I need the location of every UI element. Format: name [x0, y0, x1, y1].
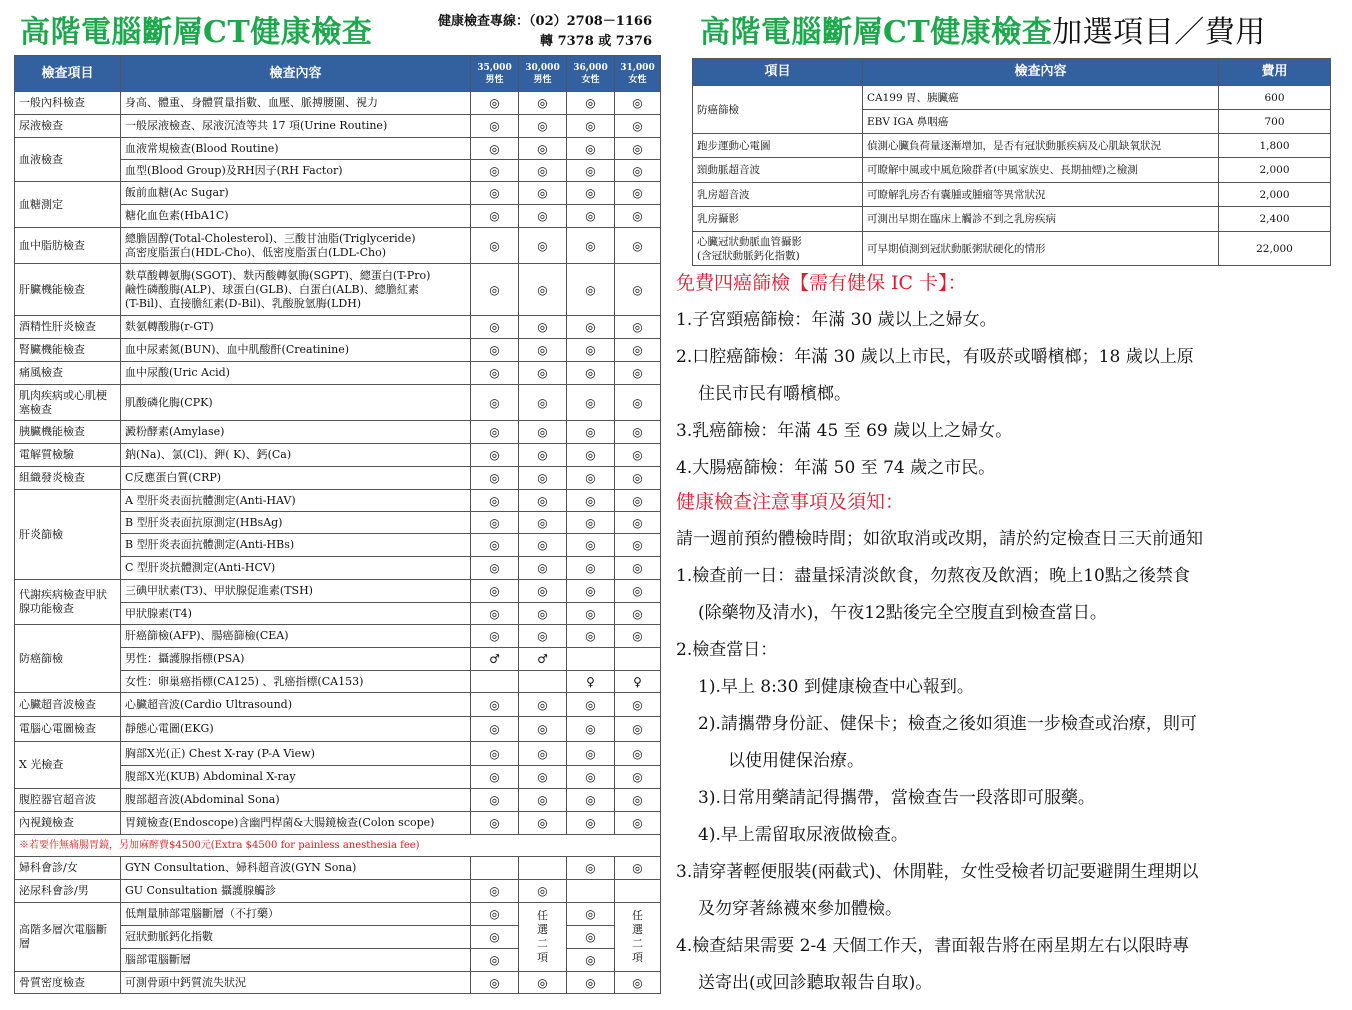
addon-title-suffix: 加選項目／費用 — [1052, 15, 1266, 50]
row-content: 總膽固醇(Total-Cholesterol)、三酸甘油脂(Triglyceride) 高密度脂蛋白(HDL-Cho)、低密度脂蛋白(LDL-Cho) — [121, 228, 471, 264]
mark-2: ◎ — [519, 421, 567, 444]
mark-1: ◎ — [471, 339, 519, 362]
page-title: 高階電腦斷層CT健康檢查 — [20, 15, 373, 50]
mark-1: ◎ — [471, 264, 519, 316]
mark-1: ◎ — [471, 880, 519, 903]
row-category: 組織發炎檢查 — [15, 467, 121, 490]
row-category: 尿液檢查 — [15, 115, 121, 138]
addon-item: 頸動脈超音波 — [693, 158, 863, 183]
table-row — [15, 857, 661, 880]
addon-item: 乳房攝影 — [693, 207, 863, 232]
addon-fee-table — [692, 58, 1331, 266]
mark-3: ◎ — [567, 264, 615, 316]
mark-3: ◎ — [567, 444, 615, 467]
row-content: 腹部超音波(Abdominal Sona) — [121, 789, 471, 812]
mark-4: ◎ — [615, 362, 661, 385]
row-category: 泌尿科會診/男 — [15, 880, 121, 903]
mark-2: ◎ — [519, 444, 567, 467]
table-row — [15, 972, 661, 994]
row-content: 腹部X光(KUB) Abdominal X-ray — [121, 766, 471, 789]
row-category: 心臟超音波檢查 — [15, 693, 121, 717]
empty-cell — [519, 857, 567, 880]
row-content: 低劑量肺部電腦斷層（不打藥） — [121, 903, 471, 926]
mark-2: ◎ — [519, 362, 567, 385]
table-row — [15, 467, 661, 490]
mark-2: ◎ — [519, 92, 567, 115]
row-content: 麩草酸轉氨脢(SGOT)、麩丙酸轉氨脢(SGPT)、總蛋白(T-Pro) 鹼性磷酸脢(ALP)、球蛋白(GLB)、白蛋白(ALB)、總膽紅素 (T-Bil)、直接膽紅素(D-Bil)、乳酸脫氫脢(LDH) — [121, 264, 471, 316]
row-category: 代謝疾病檢查甲狀腺功能檢查 — [15, 580, 121, 625]
table-row — [15, 789, 661, 812]
addon-row — [693, 134, 1331, 158]
mark-1: ◎ — [471, 467, 519, 490]
mark-4: ◎ — [615, 316, 661, 339]
addon-item: 乳房超音波 — [693, 183, 863, 207]
row-content: 澱粉酵素(Amylase) — [121, 421, 471, 444]
mark-3: ◎ — [567, 580, 615, 603]
row-content: 血型(Blood Group)及RH因子(RH Factor) — [121, 160, 471, 182]
row-content: 血中尿酸(Uric Acid) — [121, 362, 471, 385]
mark-2: ◎ — [519, 717, 567, 742]
mark-4: ◎ — [615, 534, 661, 557]
mark-2: ◎ — [519, 316, 567, 339]
mark-2: ◎ — [519, 580, 567, 603]
free-cancer-section — [676, 265, 1344, 487]
mark-1: ◎ — [471, 205, 519, 228]
notes-line: 4.檢查結果需要 2-4 天個工作天，書面報告將在兩星期左右以限時專 — [676, 936, 1190, 956]
table-row — [15, 385, 661, 421]
row-content: 鈉(Na)、氯(Cl)、鉀( K)、鈣(Ca) — [121, 444, 471, 467]
notes-line: 送寄出(或回診聽取報告自取)。 — [698, 973, 933, 993]
empty-cell — [471, 671, 519, 693]
mark-1: ◎ — [471, 766, 519, 789]
table-row — [15, 812, 661, 835]
mark-2: ◎ — [519, 534, 567, 557]
table-row — [15, 903, 661, 926]
mark-3: ◎ — [567, 182, 615, 205]
row-content: 甲狀腺素(T4) — [121, 603, 471, 625]
hotline — [420, 12, 652, 52]
mark-4: ◎ — [615, 264, 661, 316]
mark-2: ◎ — [519, 115, 567, 138]
table-row — [15, 115, 661, 138]
mark-3: ◎ — [567, 903, 615, 926]
row-content: 身高、體重、身體質量指數、血壓、脈搏腰圍、視力 — [121, 92, 471, 115]
male-mark-1: ♂ — [471, 648, 519, 671]
table-row — [15, 316, 661, 339]
addon-row — [693, 232, 1331, 266]
row-category: 電解質檢驗 — [15, 444, 121, 467]
mark-3: ◎ — [567, 385, 615, 421]
mark-1: ◎ — [471, 316, 519, 339]
table-row — [15, 580, 661, 603]
empty-cell — [567, 880, 615, 903]
row-category: 腹腔器官超音波 — [15, 789, 121, 812]
mark-3: ◎ — [567, 949, 615, 972]
free-cancer-item: 住民市民有嚼檳榔。 — [698, 384, 851, 404]
mark-1: ◎ — [471, 903, 519, 926]
row-category: 腎臟機能檢查 — [15, 339, 121, 362]
row-content: 糖化血色素(HbA1C) — [121, 205, 471, 228]
mark-3: ◎ — [567, 557, 615, 580]
mark-4: ◎ — [615, 580, 661, 603]
table-row — [15, 880, 661, 903]
mark-1: ◎ — [471, 926, 519, 949]
addon-content: EBV IGA 鼻咽癌 — [863, 110, 1219, 134]
row-category: 肝臟機能檢查 — [15, 264, 121, 316]
mark-4: ◎ — [615, 490, 661, 512]
row-category: 肌肉疾病或心肌梗塞檢查 — [15, 385, 121, 421]
empty-cell — [519, 671, 567, 693]
mark-2: ◎ — [519, 205, 567, 228]
mark-1: ◎ — [471, 534, 519, 557]
notes-line: 4).早上需留取尿液做檢查。 — [698, 825, 908, 845]
mark-4: ◎ — [615, 742, 661, 766]
addon-content: 可瞭解中風或中風危險群者(中風家族史、長期抽煙)之檢測 — [863, 158, 1219, 183]
mark-4: ◎ — [615, 205, 661, 228]
mark-3: ◎ — [567, 92, 615, 115]
notes-line: 以使用健保治療。 — [728, 751, 864, 771]
table-row — [15, 625, 661, 648]
mark-3: ◎ — [567, 467, 615, 490]
mark-3: ◎ — [567, 972, 615, 994]
row-category: 血中脂肪檢查 — [15, 228, 121, 264]
row-content: GYN Consultation、婦科超音波(GYN Sona) — [121, 857, 471, 880]
mark-1: ◎ — [471, 115, 519, 138]
mark-3: ◎ — [567, 857, 615, 880]
header-price-1: 35,000 男性 — [471, 56, 519, 92]
notes-line: 3.請穿著輕便服裝(兩截式)、休閒鞋，女性受檢者切記要避開生理期以 — [676, 862, 1199, 882]
mark-4: ◎ — [615, 385, 661, 421]
mark-3: ◎ — [567, 512, 615, 534]
row-category: 骨質密度檢查 — [15, 972, 121, 994]
row-category: 一般內科檢查 — [15, 92, 121, 115]
empty-cell — [471, 857, 519, 880]
mark-2: ◎ — [519, 693, 567, 717]
mark-1: ◎ — [471, 625, 519, 648]
mark-2: ◎ — [519, 603, 567, 625]
row-content: C 型肝炎抗體測定(Anti-HCV) — [121, 557, 471, 580]
table-row — [15, 362, 661, 385]
mark-3: ◎ — [567, 926, 615, 949]
mark-3: ◎ — [567, 625, 615, 648]
mark-1: ◎ — [471, 789, 519, 812]
mark-1: ◎ — [471, 92, 519, 115]
header-price-3: 36,000 女性 — [567, 56, 615, 92]
mark-4: ◎ — [615, 717, 661, 742]
notes-line: 1.檢查前一日：盡量採清淡飲食，勿熬夜及飲酒；晚上10點之後禁食 — [676, 566, 1190, 586]
mark-2: ◎ — [519, 385, 567, 421]
mark-4: ◎ — [615, 138, 661, 160]
mark-1: ◎ — [471, 580, 519, 603]
mark-2: ◎ — [519, 160, 567, 182]
addon-item: 跑步運動心電圖 — [693, 134, 863, 158]
addon-row — [693, 86, 1331, 110]
mark-4: ◎ — [615, 789, 661, 812]
mark-2: ◎ — [519, 625, 567, 648]
mark-2: ◎ — [519, 228, 567, 264]
row-content: 靜態心電圖(EKG) — [121, 717, 471, 742]
mark-4: ◎ — [615, 182, 661, 205]
mark-1: ◎ — [471, 972, 519, 994]
mark-3: ◎ — [567, 603, 615, 625]
mark-4: ◎ — [615, 339, 661, 362]
mark-4: ◎ — [615, 693, 661, 717]
mark-3: ◎ — [567, 316, 615, 339]
addon-fee: 2,400 — [1219, 207, 1331, 232]
table-note-row — [15, 835, 661, 857]
table-header — [15, 56, 661, 92]
row-content: 冠狀動脈鈣化指數 — [121, 926, 471, 949]
addon-header-fee: 費用 — [1219, 59, 1331, 86]
addon-fee: 2,000 — [1219, 158, 1331, 183]
row-category: 痛風檢查 — [15, 362, 121, 385]
row-category: 婦科會診/女 — [15, 857, 121, 880]
mark-4: ◎ — [615, 467, 661, 490]
mark-3: ◎ — [567, 228, 615, 264]
mark-2: ◎ — [519, 138, 567, 160]
row-content: A 型肝炎表面抗體測定(Anti-HAV) — [121, 490, 471, 512]
mark-1: ◎ — [471, 693, 519, 717]
mark-2: ◎ — [519, 182, 567, 205]
row-content: 肝癌篩檢(AFP)、腸癌篩檢(CEA) — [121, 625, 471, 648]
mark-2: ◎ — [519, 467, 567, 490]
table-row — [15, 421, 661, 444]
row-content: GU Consultation 攝護腺觸診 — [121, 880, 471, 903]
addon-fee: 600 — [1219, 86, 1331, 110]
row-category: 血液檢查 — [15, 138, 121, 182]
mark-4: ◎ — [615, 421, 661, 444]
mark-3: ◎ — [567, 138, 615, 160]
mark-1: ◎ — [471, 603, 519, 625]
notes-line: 請一週前預約體檢時間；如欲取消或改期，請於約定檢查日三天前通知 — [676, 529, 1203, 549]
empty-cell — [615, 880, 661, 903]
free-cancer-item: 3.乳癌篩檢：年滿 45 至 69 歲以上之婦女。 — [676, 421, 1013, 441]
row-content: 飯前血糖(Ac Sugar) — [121, 182, 471, 205]
mark-1: ◎ — [471, 742, 519, 766]
mark-1: ◎ — [471, 160, 519, 182]
mark-4: ◎ — [615, 812, 661, 835]
mark-1: ◎ — [471, 717, 519, 742]
mark-3: ◎ — [567, 205, 615, 228]
free-cancer-item: 2.口腔癌篩檢：年滿 30 歲以上市民，有吸菸或嚼檳榔；18 歲以上原 — [676, 347, 1194, 367]
addon-item: 防癌篩檢 — [693, 86, 863, 134]
mark-1: ◎ — [471, 444, 519, 467]
mark-1: ◎ — [471, 812, 519, 835]
row-content: B 型肝炎表面抗體測定(Anti-HBs) — [121, 534, 471, 557]
mark-4: ◎ — [615, 603, 661, 625]
mark-2: ◎ — [519, 972, 567, 994]
table-row — [15, 693, 661, 717]
addon-row — [693, 183, 1331, 207]
addon-header — [693, 59, 1331, 86]
row-content: 胸部X光(正) Chest X-ray (P-A View) — [121, 742, 471, 766]
mark-4: ◎ — [615, 972, 661, 994]
mark-1: ◎ — [471, 557, 519, 580]
header-item: 檢查項目 — [15, 56, 121, 92]
mark-3: ◎ — [567, 789, 615, 812]
table-row — [15, 264, 661, 316]
mark-3: ◎ — [567, 490, 615, 512]
mark-1: ◎ — [471, 182, 519, 205]
mark-2: ◎ — [519, 512, 567, 534]
header-price-4: 31,000 女性 — [615, 56, 661, 92]
addon-title-main: 高階電腦斷層CT健康檢查 — [700, 15, 1053, 50]
row-content: 男性：攝護腺指標(PSA) — [121, 648, 471, 671]
table-row — [15, 228, 661, 264]
mark-3: ◎ — [567, 534, 615, 557]
row-content: 血液常規檢查(Blood Routine) — [121, 138, 471, 160]
female-mark-4: ♀ — [615, 671, 661, 693]
male-mark-2: ♂ — [519, 648, 567, 671]
row-content: 可測骨頭中鈣質流失狀況 — [121, 972, 471, 994]
notes-line: 3).日常用藥請記得攜帶，當檢查告一段落即可服藥。 — [698, 788, 1095, 808]
addon-row — [693, 207, 1331, 232]
row-content: 腦部電腦斷層 — [121, 949, 471, 972]
notes-line: 2.檢查當日： — [676, 640, 778, 660]
row-content: 麩氨轉酸脢(r-GT) — [121, 316, 471, 339]
mark-1: ◎ — [471, 385, 519, 421]
mark-4: ◎ — [615, 625, 661, 648]
table-row — [15, 92, 661, 115]
main-checkup-table — [14, 55, 661, 994]
table-row — [15, 339, 661, 362]
mark-4: ◎ — [615, 557, 661, 580]
mark-4: ◎ — [615, 160, 661, 182]
row-content: 三碘甲狀素(T3)、甲狀腺促進素(TSH) — [121, 580, 471, 603]
mark-3: ◎ — [567, 766, 615, 789]
mark-4: ◎ — [615, 228, 661, 264]
row-content: C反應蛋白質(CRP) — [121, 467, 471, 490]
mark-2: ◎ — [519, 766, 567, 789]
mark-3: ◎ — [567, 812, 615, 835]
notes-line: 1).早上 8:30 到健康檢查中心報到。 — [698, 677, 974, 697]
row-content: 心臟超音波(Cardio Ultrasound) — [121, 693, 471, 717]
mark-4: ◎ — [615, 512, 661, 534]
row-category: 胰臟機能檢查 — [15, 421, 121, 444]
table-row — [15, 138, 661, 160]
addon-content: 可瞭解乳房否有囊腫或腫瘤等異常狀況 — [863, 183, 1219, 207]
mark-3: ◎ — [567, 115, 615, 138]
row-content: B 型肝炎表面抗原測定(HBsAg) — [121, 512, 471, 534]
mark-4: ◎ — [615, 766, 661, 789]
addon-fee: 700 — [1219, 110, 1331, 134]
header-price-2: 30,000 男性 — [519, 56, 567, 92]
addon-content: CA199 胃、胰臟癌 — [863, 86, 1219, 110]
mark-4: ◎ — [615, 857, 661, 880]
row-category: 防癌篩檢 — [15, 625, 121, 693]
notes-heading: 健康檢查注意事項及須知： — [676, 491, 905, 513]
notes-line: 及勿穿著絲襪來參加體檢。 — [698, 899, 902, 919]
mark-1: ◎ — [471, 421, 519, 444]
female-mark-3: ♀ — [567, 671, 615, 693]
mark-2: ◎ — [519, 557, 567, 580]
header-content: 檢查內容 — [121, 56, 471, 92]
row-content: 肌酸磷化脢(CPK) — [121, 385, 471, 421]
mark-2: ◎ — [519, 339, 567, 362]
table-row — [15, 717, 661, 742]
mark-3: ◎ — [567, 717, 615, 742]
addon-header-item: 項目 — [693, 59, 863, 86]
mark-4: ◎ — [615, 444, 661, 467]
row-category: 內視鏡檢查 — [15, 812, 121, 835]
mark-4: ◎ — [615, 92, 661, 115]
empty-cell — [615, 648, 661, 671]
mark-3: ◎ — [567, 742, 615, 766]
empty-cell — [567, 648, 615, 671]
mark-3: ◎ — [567, 339, 615, 362]
notes-line: (除藥物及清水)，午夜12點後完全空腹直到檢查當日。 — [698, 603, 1107, 623]
free-cancer-item: 4.大腸癌篩檢：年滿 50 至 74 歲之市民。 — [676, 458, 996, 478]
free-cancer-heading: 免費四癌篩檢【需有健保 IC 卡】： — [676, 272, 967, 294]
mark-2: ◎ — [519, 264, 567, 316]
mark-3: ◎ — [567, 421, 615, 444]
mark-1: ◎ — [471, 362, 519, 385]
row-category: X 光檢查 — [15, 742, 121, 789]
mark-3: ◎ — [567, 160, 615, 182]
mark-1: ◎ — [471, 138, 519, 160]
addon-fee: 2,000 — [1219, 183, 1331, 207]
table-row — [15, 490, 661, 512]
row-category: 酒精性肝炎檢查 — [15, 316, 121, 339]
mark-1: ◎ — [471, 949, 519, 972]
row-content: 血中尿素氮(BUN)、血中肌酸酐(Creatinine) — [121, 339, 471, 362]
free-cancer-item: 1.子宮頸癌篩檢：年滿 30 歲以上之婦女。 — [676, 310, 997, 330]
addon-content: 可早期偵測到冠狀動脈粥狀硬化的情形 — [863, 232, 1219, 266]
mark-3: ◎ — [567, 362, 615, 385]
mark-1: ◎ — [471, 228, 519, 264]
row-category: 高階多層次電腦斷層 — [15, 903, 121, 972]
mark-3: ◎ — [567, 693, 615, 717]
row-category: 肝炎篩檢 — [15, 490, 121, 580]
addon-item: 心臟冠狀動脈血管攝影 (含冠狀動脈鈣化指數) — [693, 232, 863, 266]
mark-4: ◎ — [615, 115, 661, 138]
hotline-number: 健康檢查專線：（02）2708－1166 — [438, 14, 652, 29]
addon-title — [700, 16, 1266, 50]
choose-two-note: 任選二項 — [519, 903, 567, 972]
row-content: 胃鏡檢查(Endoscope)含幽門桿菌&大腸鏡檢查(Colon scope) — [121, 812, 471, 835]
addon-row — [693, 158, 1331, 183]
addon-fee: 1,800 — [1219, 134, 1331, 158]
table-row — [15, 182, 661, 205]
table-row — [15, 444, 661, 467]
row-content: 女性：卵巢癌指標(CA125) 、乳癌指標(CA153) — [121, 671, 471, 693]
addon-content: 可測出早期在臨床上觸診不到之乳房疾病 — [863, 207, 1219, 232]
mark-2: ◎ — [519, 880, 567, 903]
table-row — [15, 742, 661, 766]
hotline-extension: 轉 7378 或 7376 — [540, 34, 652, 49]
addon-header-content: 檢查內容 — [863, 59, 1219, 86]
anesthesia-note: ※若要作無痛腸胃鏡，另加麻醉費$4500元(Extra $4500 for painless anesthesia fee) — [15, 835, 661, 857]
addon-content: 偵測心臟負荷量逐漸增加，是否有冠狀動脈疾病及心肌缺氧狀況 — [863, 134, 1219, 158]
notes-line: 2).請攜帶身份証、健保卡；檢查之後如須進一步檢查或治療，則可 — [698, 714, 1197, 734]
notes-section — [676, 484, 1344, 1002]
row-category: 血糖測定 — [15, 182, 121, 228]
mark-2: ◎ — [519, 812, 567, 835]
mark-2: ◎ — [519, 490, 567, 512]
row-content: 一般尿液檢查、尿液沉渣等共 17 項(Urine Routine) — [121, 115, 471, 138]
mark-2: ◎ — [519, 742, 567, 766]
mark-1: ◎ — [471, 512, 519, 534]
row-category: 電腦心電圖檢查 — [15, 717, 121, 742]
mark-2: ◎ — [519, 789, 567, 812]
addon-fee: 22,000 — [1219, 232, 1331, 266]
choose-two-note: 任選二項 — [615, 903, 661, 972]
mark-1: ◎ — [471, 490, 519, 512]
